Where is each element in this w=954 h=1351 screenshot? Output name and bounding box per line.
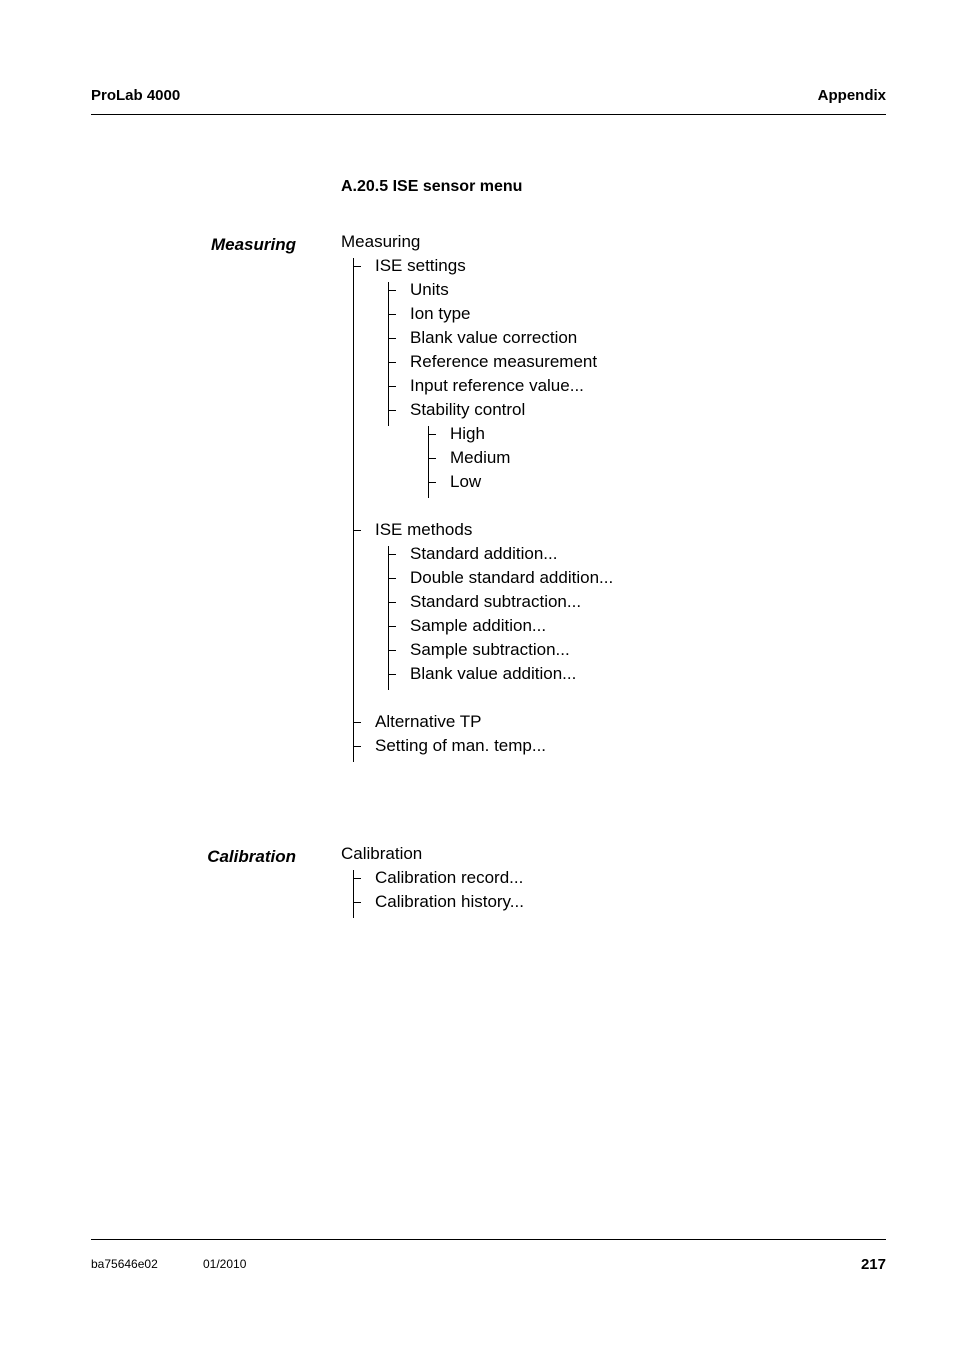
menu-item-ise-settings: ISE settings (375, 254, 613, 278)
menu-item-blank-value-addition: Blank value addition... (410, 662, 613, 686)
menu-item-reference-measurement: Reference measurement (410, 350, 613, 374)
menu-item-calibration-record: Calibration record... (375, 866, 524, 890)
menu-item-input-reference-value: Input reference value... (410, 374, 613, 398)
menu-item-standard-addition: Standard addition... (410, 542, 613, 566)
header-section: Appendix (817, 87, 886, 104)
tree-gap (341, 494, 613, 518)
menu-item-sample-subtraction: Sample subtraction... (410, 638, 613, 662)
footer-rule (91, 1239, 886, 1240)
tree-tick (388, 386, 396, 387)
tree-line-ise-methods (388, 546, 389, 690)
tree-tick (388, 602, 396, 603)
menu-item-units: Units (410, 278, 613, 302)
footer-doc-code: ba75646e02 (91, 1257, 158, 1271)
menu-item-standard-subtraction: Standard subtraction... (410, 590, 613, 614)
menu-item-stability-high: High (450, 422, 613, 446)
tree-tick (388, 626, 396, 627)
tree-tick (428, 482, 436, 483)
tree-line-level1 (353, 258, 354, 762)
footer-date: 01/2010 (203, 1257, 247, 1271)
tree-tick (353, 722, 361, 723)
menu-item-sample-addition: Sample addition... (410, 614, 613, 638)
menu-item-double-standard-addition: Double standard addition... (410, 566, 613, 590)
tree-tick (353, 902, 361, 903)
section-title: A.20.5 ISE sensor menu (341, 178, 523, 195)
tree-tick (388, 338, 396, 339)
header-rule (91, 114, 886, 115)
tree-line-stability (428, 426, 429, 498)
tree-tick (388, 650, 396, 651)
tree-tick (428, 458, 436, 459)
menu-item-setting-man-temp: Setting of man. temp... (375, 734, 613, 758)
side-label-calibration: Calibration (207, 847, 296, 866)
tree-line-ise-settings (388, 282, 389, 426)
menu-item-stability-low: Low (450, 470, 613, 494)
page-number: 217 (860, 1256, 886, 1273)
tree-tick (388, 290, 396, 291)
tree-tick (388, 410, 396, 411)
menu-item-ion-type: Ion type (410, 302, 613, 326)
tree-tick (428, 434, 436, 435)
tree-gap (341, 686, 613, 710)
tree-tick (353, 266, 361, 267)
calibration-menu-tree (341, 842, 524, 914)
menu-item-alternative-tp: Alternative TP (375, 710, 613, 734)
menu-root-calibration: Calibration (341, 844, 423, 863)
tree-tick (388, 674, 396, 675)
tree-tick (353, 746, 361, 747)
menu-item-blank-value-correction: Blank value correction (410, 326, 613, 350)
measuring-menu-tree (341, 230, 613, 758)
menu-item-calibration-history: Calibration history... (375, 890, 524, 914)
side-label-measuring: Measuring (210, 235, 296, 254)
menu-item-stability-medium: Medium (450, 446, 613, 470)
tree-tick (353, 878, 361, 879)
menu-root-measuring: Measuring (341, 232, 421, 251)
tree-tick (388, 314, 396, 315)
tree-tick (388, 362, 396, 363)
tree-tick (353, 530, 361, 531)
tree-tick (388, 554, 396, 555)
menu-item-stability-control: Stability control (410, 398, 613, 422)
menu-item-ise-methods: ISE methods (375, 518, 613, 542)
tree-tick (388, 578, 396, 579)
header-product: ProLab 4000 (91, 87, 181, 104)
